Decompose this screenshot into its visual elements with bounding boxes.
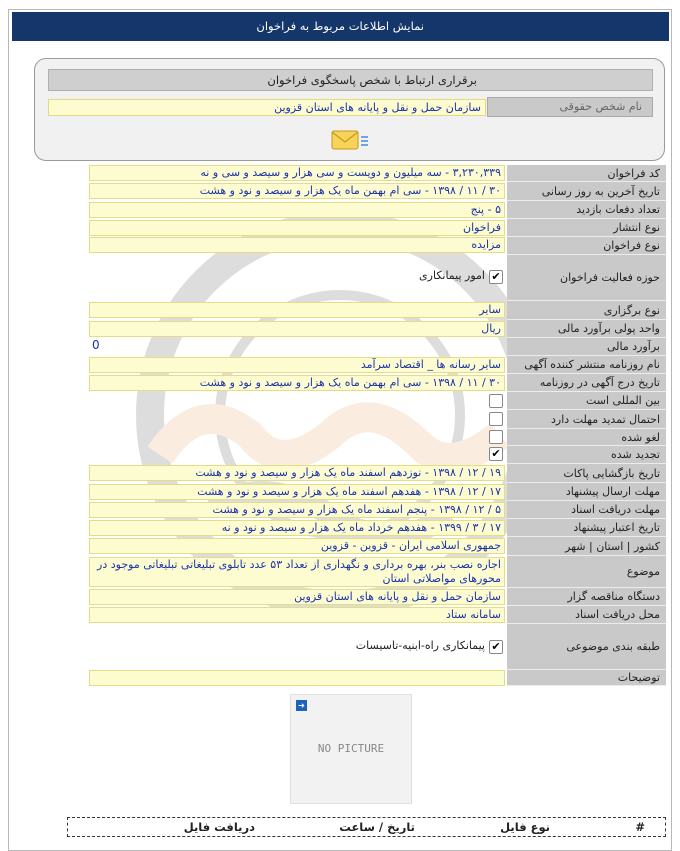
last-update-value: ۳۰ / ۱۱ / ۱۳۹۸ - سی ام بهمن ماه یک هزار و سیصد و نود و هشت [89, 183, 505, 199]
newspaper-date-value: ۳۰ / ۱۱ / ۱۳۹۸ - سی ام بهمن ماه یک هزار و سیصد و نود و هشت [89, 375, 505, 391]
organizer-value: سازمان حمل و نقل و پایانه های استان قزوین [89, 589, 505, 605]
extension-label: احتمال تمدید مهلت دارد [507, 410, 666, 429]
visits-label: تعداد دفعات بازدید [507, 201, 666, 219]
newspaper-value: سایر رسانه ها _ اقتصاد سرآمد [89, 357, 505, 373]
contact-panel-title: برقراری ارتباط با شخص پاسخگوی فراخوان [48, 69, 653, 91]
hold-type-value: سایر [89, 302, 505, 318]
cancelled-checkbox[interactable] [489, 430, 503, 444]
files-table-header [67, 817, 666, 837]
activity-checkbox[interactable]: ✔ [489, 270, 503, 284]
files-col-type: نوع فایل [500, 820, 550, 834]
notes-value [89, 670, 505, 686]
subject-label: موضوع [507, 556, 666, 588]
no-picture-image [290, 694, 412, 804]
docs-deadline-value: ۵ / ۱۲ / ۱۳۹۸ - پنجم اسفند ماه یک هزار و سیصد و نود و هشت [89, 502, 505, 518]
visits-value: ۵ - پنج [89, 202, 505, 218]
currency-value: ریال [89, 321, 505, 337]
legal-person-value: سازمان حمل و نقل و پایانه های استان قزوین [48, 99, 486, 116]
subject-value: اجاره نصب بنر، بهره برداری و نگهداری از تعداد ۵۳ عدد تابلوی تبلیغاتی تبلیغاتی موجود در محورهای مواصلاتی استان [89, 557, 505, 587]
location-label: کشور | استان | شهر [507, 537, 666, 556]
renewed-checkbox[interactable]: ✔ [489, 447, 503, 461]
docs-place-label: محل دریافت اسناد [507, 606, 666, 624]
activity-label: حوزه فعالیت فراخوان [507, 255, 666, 301]
international-label: بین المللی است [507, 392, 666, 410]
files-col-download: دریافت فایل [183, 820, 255, 834]
expand-arrow-icon[interactable]: ➜ [296, 700, 307, 711]
docs-place-value: سامانه ستاد [89, 607, 505, 623]
cancelled-label: لغو شده [507, 429, 666, 446]
category-check-label: پیمانکاری راه-ابنیه-تاسیسات [355, 639, 485, 652]
international-checkbox[interactable] [489, 394, 503, 408]
hold-type-label: نوع برگزاری [507, 301, 666, 320]
code-label: کد فراخوان [507, 165, 666, 182]
validity-date-value: ۱۷ / ۳ / ۱۳۹۹ - هفدهم خرداد ماه یک هزار و سیصد و نود و نه [89, 520, 505, 536]
activity-check-label: امور پیمانکاری [419, 269, 485, 282]
opening-date-label: تاریخ بازگشایی پاکات [507, 464, 666, 483]
envelope-icon[interactable] [330, 127, 370, 153]
submit-deadline-value: ۱۷ / ۱۲ / ۱۳۹۸ - هفدهم اسفند ماه یک هزار و سیصد و نود و هشت [89, 484, 505, 500]
currency-label: واحد پولی برآورد مالی [507, 320, 666, 338]
newspaper-label: نام روزنامه منتشر کننده آگهی [507, 356, 666, 374]
category-checkbox[interactable]: ✔ [489, 640, 503, 654]
category-label: طبقه بندی موضوعی [507, 624, 666, 670]
newspaper-date-label: تاریخ درج آگهی در روزنامه [507, 374, 666, 392]
validity-date-label: تاریخ اعتبار پیشنهاد [507, 519, 666, 537]
page-title: نمایش اطلاعات مربوط به فراخوان [12, 12, 669, 41]
publish-type-label: نوع انتشار [507, 219, 666, 237]
call-type-value: مزایده [89, 237, 505, 253]
opening-date-value: ۱۹ / ۱۲ / ۱۳۹۸ - نوزدهم اسفند ماه یک هزار و سیصد و نود و هشت [89, 465, 505, 481]
location-value: جمهوری اسلامی ایران - قزوین - قزوین [89, 538, 505, 554]
organizer-label: دستگاه مناقصه گزار [507, 588, 666, 606]
files-col-index: # [635, 820, 645, 834]
no-picture-text: NO PICTURE [317, 742, 385, 755]
submit-deadline-label: مهلت ارسال پیشنهاد [507, 483, 666, 501]
extension-checkbox[interactable] [489, 412, 503, 426]
files-col-datetime: تاریخ / ساعت [339, 820, 415, 834]
last-update-label: تاریخ آخرین به روز رسانی [507, 182, 666, 201]
estimate-value: 0 [92, 338, 100, 352]
notes-label: توضیحات [507, 670, 666, 686]
publish-type-value: فراخوان [89, 220, 505, 236]
legal-person-label: نام شخص حقوقی [487, 97, 653, 117]
estimate-label: برآورد مالی [507, 338, 666, 356]
renewed-label: تجدید شده [507, 446, 666, 464]
code-value: ۳,۲۳۰,۳۳۹ - سه میلیون و دویست و سی هزار و سیصد و سی و نه [89, 165, 505, 181]
call-type-label: نوع فراخوان [507, 237, 666, 255]
docs-deadline-label: مهلت دریافت اسناد [507, 501, 666, 519]
